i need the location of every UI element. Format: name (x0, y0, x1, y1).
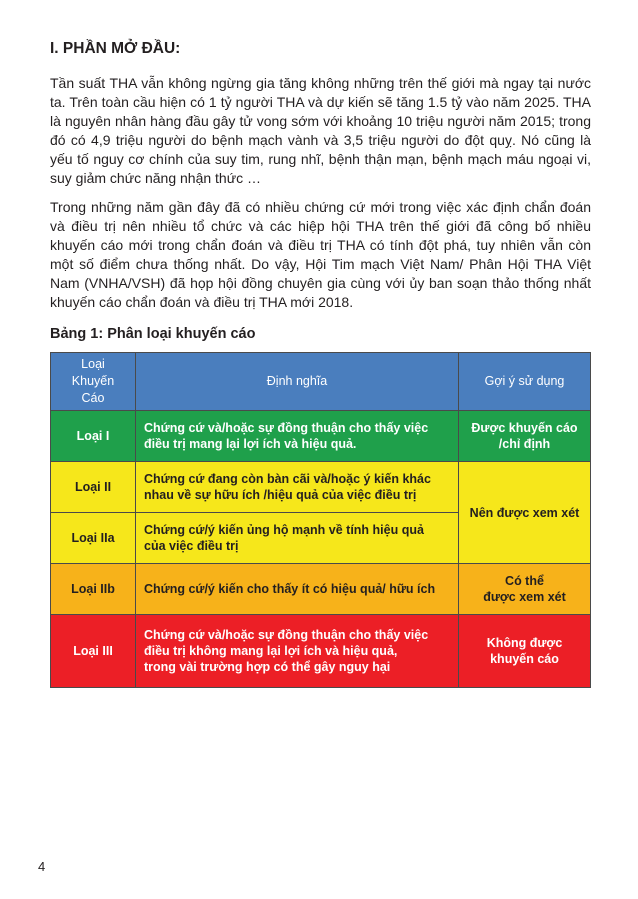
definition-cell (136, 615, 459, 688)
type-cell: Loại III (51, 615, 136, 688)
table-row (51, 564, 591, 615)
table-header-row (51, 353, 591, 411)
intro-paragraph: Tần suất THA vẫn không ngừng gia tăng không những trên thế giới mà ngay tại nước ta. Trên toàn cầu hiện có 1 tỷ người THA và dự kiến sẽ tăng 1.5 tỷ vào năm 2025. THA là nguyên nhân hàng đầu gây tử vong sớm với khoảng 10 triệu người năm 2015; trong đó có 4,9 triệu người do bệnh mạch vành và 3,5 triệu người do đột quỵ. Nó cũng là yếu tố nguy cơ chính của suy tim, rung nhĩ, bệnh thận mạn, bệnh mạch máu ngoại vi, suy giảm chức năng nhận thức … (50, 75, 591, 186)
definition-line: điều trị không mang lại lợi ích và hiệu quả, (144, 644, 398, 658)
definition-line: trong vài trường hợp có thể gây nguy hại (144, 660, 391, 674)
definition-line: Chứng cứ và/hoặc sự đồng thuận cho thấy việc (144, 421, 429, 435)
usage-line: Nên được xem xét (469, 505, 580, 520)
usage-line: được xem xét (483, 590, 566, 604)
header-definition: Định nghĩa (136, 353, 459, 411)
table-row (51, 615, 591, 688)
definition-line: của việc điều trị (144, 539, 239, 553)
type-cell: Loại IIb (51, 564, 136, 615)
definition-cell (136, 513, 459, 564)
definition-cell (136, 462, 459, 513)
usage-line: /chỉ định (498, 437, 551, 451)
header-type-line2: Khuyến Cáo (71, 374, 115, 405)
usage-line: Không được (486, 636, 563, 650)
definition-line: Chứng cứ và/hoặc sự đồng thuận cho thấy việc (144, 628, 429, 642)
usage-cell (459, 411, 591, 462)
definition-line: nhau về sự hữu ích /hiệu quả của việc điều trị (144, 488, 417, 502)
usage-line: Có thể (505, 574, 544, 588)
definition-cell (136, 411, 459, 462)
document-page (50, 40, 591, 688)
definition-cell (136, 564, 459, 615)
recommendation-table (50, 352, 591, 688)
definition-line: Chứng cứ/ý kiến cho thấy ít có hiệu quả/ hữu ích (144, 582, 436, 596)
usage-cell (459, 615, 591, 688)
header-usage: Gợi ý sử dụng (459, 353, 591, 411)
usage-cell (459, 462, 591, 564)
page-number: 4 (38, 859, 46, 874)
background-paragraph: Trong những năm gần đây đã có nhiều chứng cứ mới trong việc xác định chẩn đoán và điều trị nên nhiều tổ chức và các hiệp hội THA trên thế giới đã công bố nhiều khuyến cáo mới trong chẩn đoán và điều trị THA có tính đột phá, tuy nhiên vẫn còn một số điểm chưa thống nhất. Do vậy, Hội Tim mạch Việt Nam/ Phân Hội THA Việt Nam (VNHA/VSH) đã họp hội đồng chuyên gia cùng với ủy ban soạn thảo thống nhất khuyến cáo chẩn đoán và điều trị THA mới 2018. (50, 199, 591, 310)
definition-line: điều trị mang lại lợi ích và hiệu quả. (144, 437, 357, 451)
type-cell: Loại II (51, 462, 136, 513)
table-row (51, 462, 591, 513)
table-title: Bảng 1: Phân loại khuyến cáo (50, 326, 256, 342)
usage-line: khuyến cáo (490, 652, 559, 666)
usage-line: Được khuyến cáo (471, 421, 578, 435)
definition-line: Chứng cứ/ý kiến ủng hộ mạnh về tính hiệu quả (144, 523, 424, 537)
usage-cell (459, 564, 591, 615)
type-cell: Loại I (51, 411, 136, 462)
type-cell: Loại IIa (51, 513, 136, 564)
section-heading: I. PHẦN MỞ ĐẦU: (50, 40, 181, 57)
table-row (51, 411, 591, 462)
header-type (51, 353, 136, 411)
definition-line: Chứng cứ đang còn bàn cãi và/hoặc ý kiến khác (144, 472, 431, 486)
header-type-line1: Loại (81, 357, 105, 371)
